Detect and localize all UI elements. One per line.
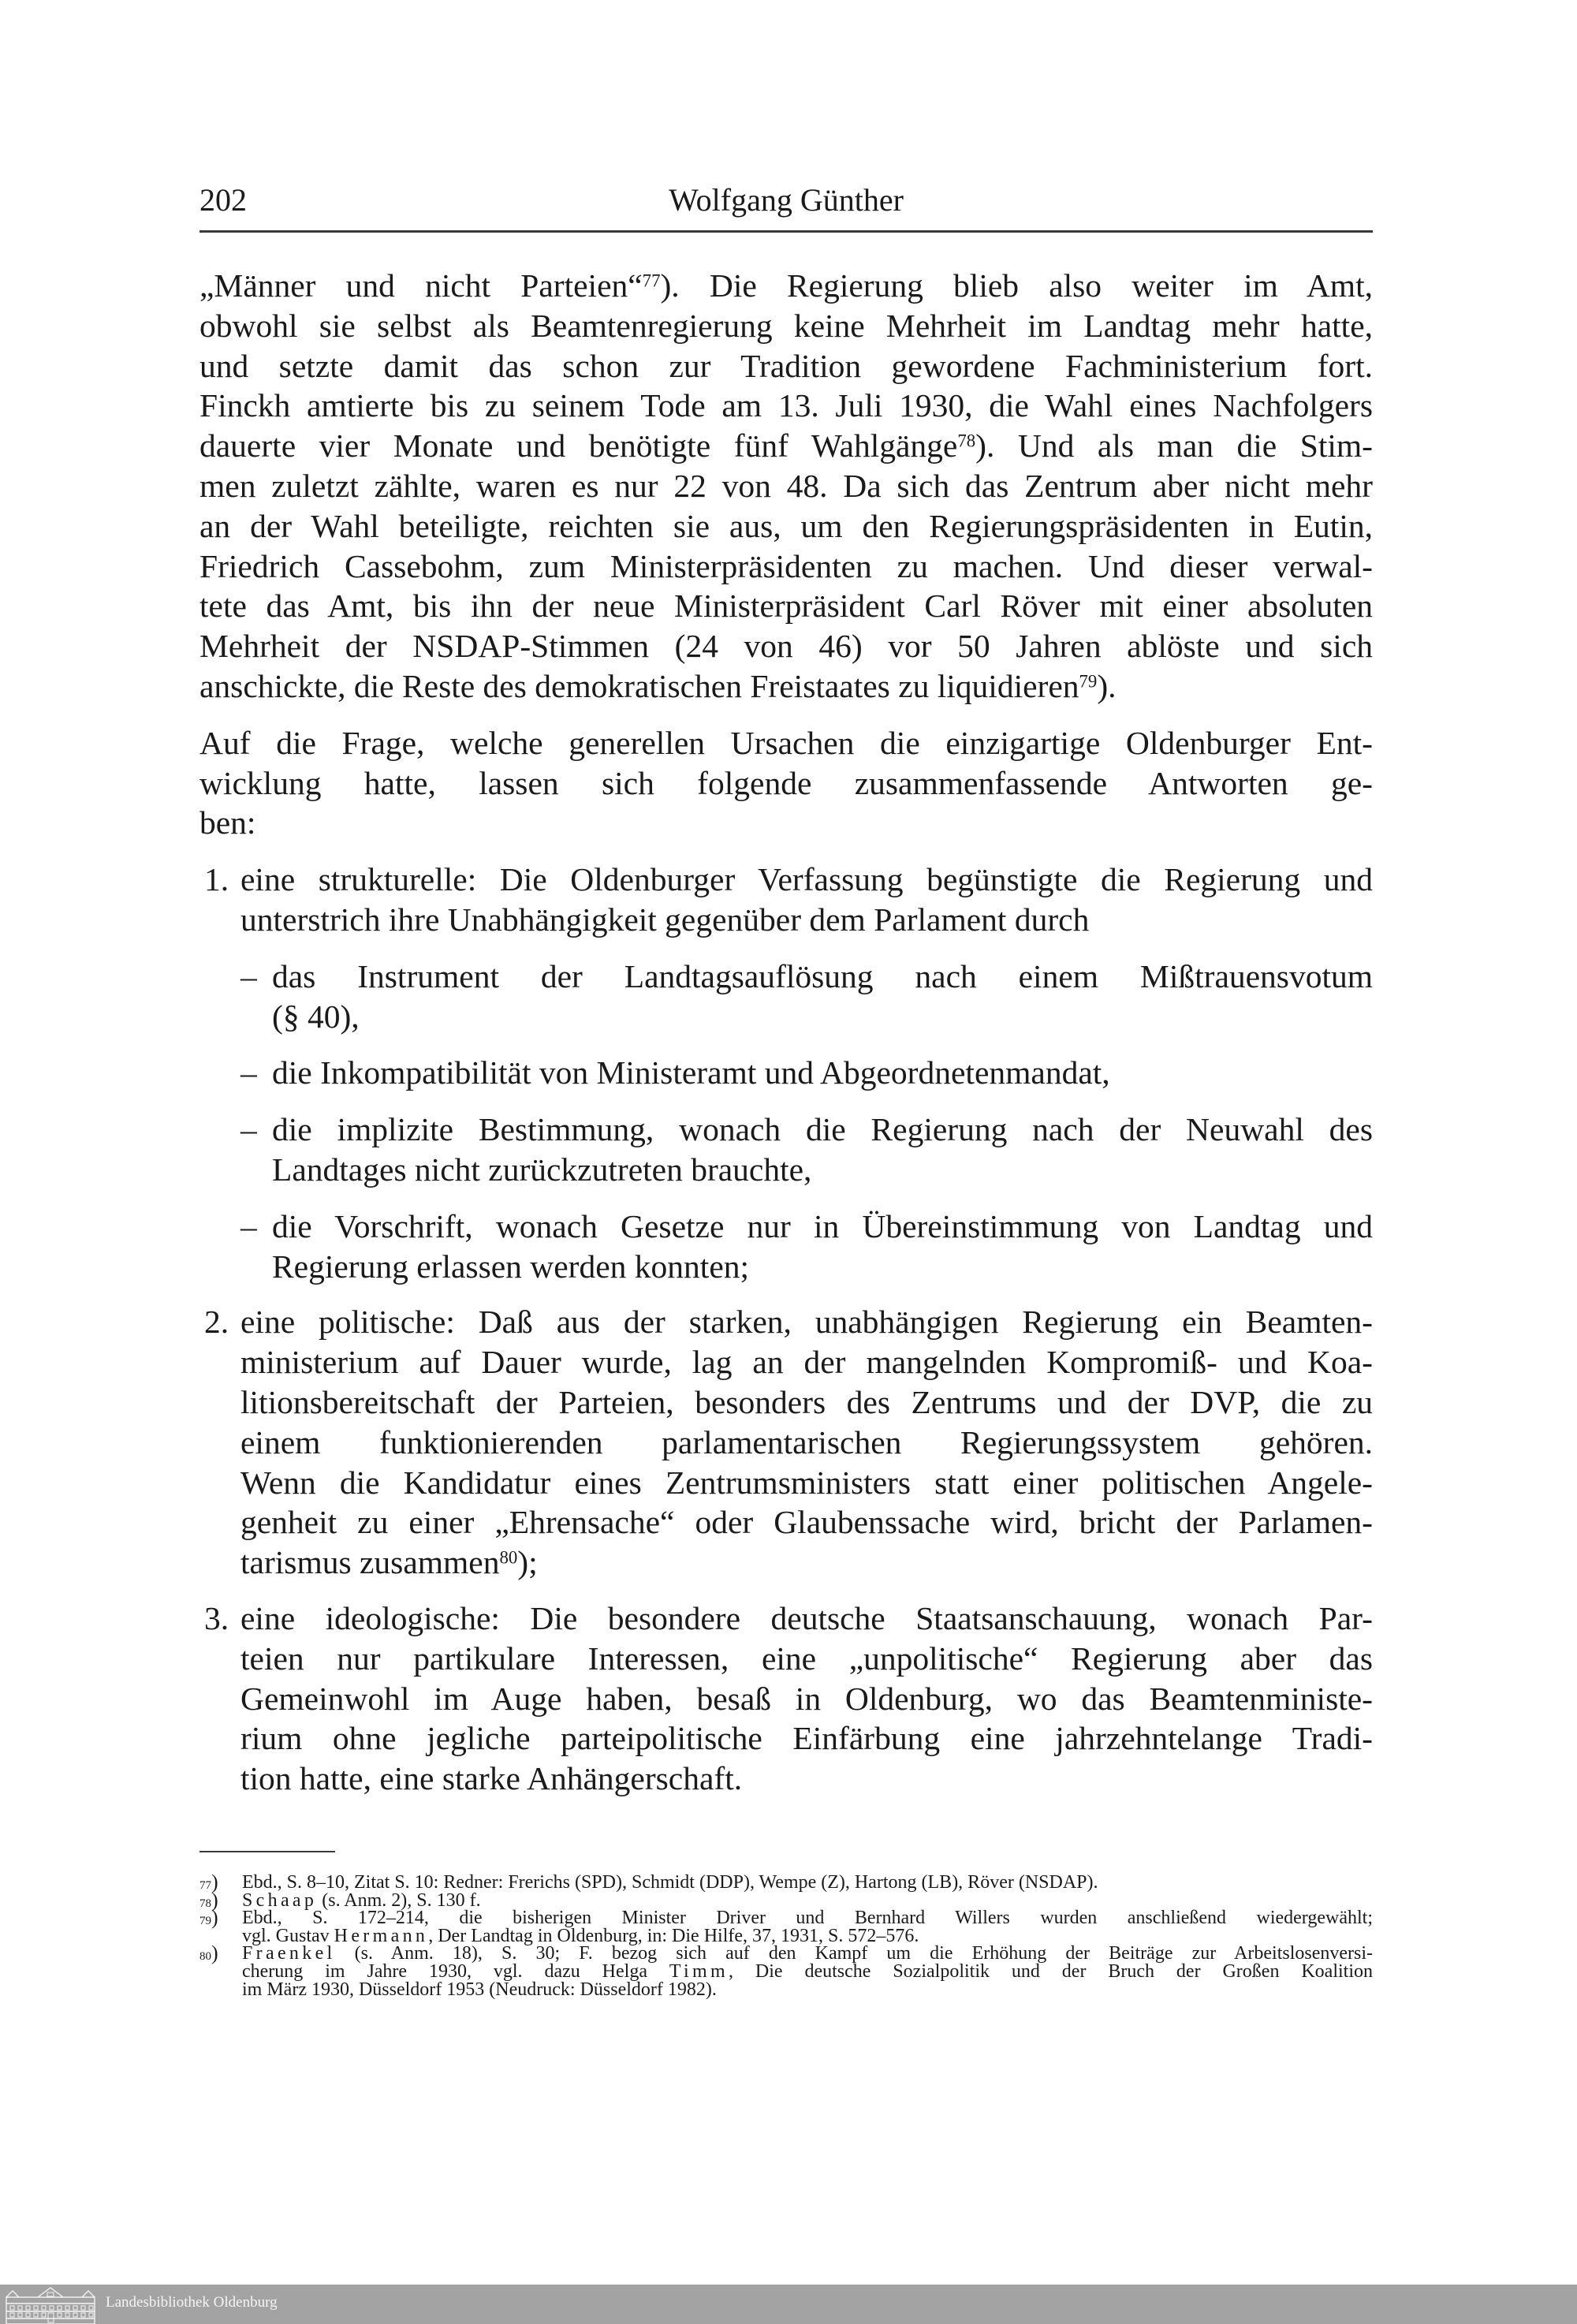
text-segment: Mehrheit der NSDAP-Stimmen (24 von 46) vor 50 Jahren ablöste und sich xyxy=(199,628,1373,665)
footnote-number: 78) xyxy=(199,1888,218,1912)
text-segment: anschickte, die Reste des demokratischen Freistaates zu liquidieren xyxy=(199,667,1079,704)
text-segment: ). Und als man die Stim- xyxy=(975,427,1374,464)
author-name: Hermann xyxy=(334,1925,429,1946)
text-line xyxy=(199,346,1373,386)
sub-list-item-content xyxy=(272,1207,1373,1287)
text-segment: Finckh amtierte bis zu seinem Tode am 13. Juli 1930, die Wahl eines Nachfolgers xyxy=(199,387,1373,424)
text-line xyxy=(199,506,1373,546)
list-item-content xyxy=(240,1302,1373,1583)
text-segment: Friedrich Cassebohm, zum Ministerpräsidenten zu machen. Und dieser verwal- xyxy=(199,547,1373,584)
text-segment: tarismus zusammen xyxy=(240,1544,500,1581)
footnote-78 xyxy=(199,1888,1373,1912)
numbered-list xyxy=(199,860,1373,1799)
footnote-text xyxy=(242,1945,1373,1998)
text-line xyxy=(199,306,1373,346)
text-line: eine politische: Daß aus der starken, unabhängigen Regierung ein Beamten- xyxy=(240,1304,1373,1341)
text-line: tion hatte, eine starke Anhängerschaft. xyxy=(240,1760,743,1797)
text-segment: an der Wahl beteiligte, reichten sie aus, um den Regierungspräsidenten in Eutin, xyxy=(199,507,1373,544)
running-head: Wolfgang Günther xyxy=(669,182,904,218)
footnote-reference[interactable]: 80 xyxy=(499,1547,518,1568)
list-number: 1. xyxy=(204,861,229,898)
text-line: Auf die Frage, welche generellen Ursachen die einzigartige Oldenburger Ent- xyxy=(199,724,1373,761)
text-line: ministerium auf Dauer wurde, lag an der mangelnden Kompromiß- und Koa- xyxy=(240,1344,1373,1381)
list-item xyxy=(199,860,1373,1286)
footnote-reference[interactable]: 77 xyxy=(642,270,661,291)
footnote-line xyxy=(242,1889,1373,1911)
text-line xyxy=(199,466,1373,506)
sub-list-item-content xyxy=(272,1110,1373,1190)
paragraph-1 xyxy=(199,266,1373,707)
dash-bullet-icon: – xyxy=(240,1111,257,1148)
text-segment: ). xyxy=(1097,667,1117,704)
author-name: Schaap xyxy=(242,1889,318,1911)
list-item-content xyxy=(240,1598,1373,1799)
text-line: genheit zu einer „Ehrensache“ oder Glaubenssache wird, bricht der Parlamen- xyxy=(240,1504,1373,1541)
footnote-line xyxy=(242,1874,1373,1892)
text-line: Regierung erlassen werden konnten; xyxy=(272,1248,750,1285)
library-bar xyxy=(0,2285,1577,2324)
text-segment: und setzte damit das schon zur Tradition gewordene Fachministerium fort. xyxy=(199,347,1373,384)
text-line xyxy=(199,586,1373,626)
sub-list-item-content xyxy=(272,957,1373,1037)
list-number: 3. xyxy=(204,1599,229,1636)
text-line xyxy=(199,666,1373,707)
list-number: 2. xyxy=(204,1304,229,1341)
footnote-line xyxy=(242,1960,1373,1982)
footnote-number: 80) xyxy=(199,1942,218,1965)
footnote-text xyxy=(242,1874,1373,1892)
text-line: teien nur partikulare Interessen, eine „unpolitische“ Regierung aber das xyxy=(240,1639,1373,1677)
footnote-number: 77) xyxy=(199,1871,218,1893)
paragraph-2 xyxy=(199,723,1373,843)
footnote-77 xyxy=(199,1871,1373,1893)
text-segment: men zuletzt zählte, waren es nur 22 von 48. Da sich das Zentrum aber nicht mehr xyxy=(199,467,1373,504)
author-name: Timm xyxy=(669,1960,729,1982)
library-name: Landesbibliothek Oldenburg xyxy=(106,2294,278,2311)
footnote-line xyxy=(242,1909,1373,1927)
text-segment: , Die deutsche Sozialpolitik und der Bruch der Großen Koalition xyxy=(729,1960,1373,1982)
sub-list-item xyxy=(240,1110,1373,1190)
sub-list-item-content xyxy=(272,1053,1373,1093)
text-line xyxy=(240,1542,1373,1583)
sub-list-item xyxy=(240,1053,1373,1093)
text-line xyxy=(199,386,1373,426)
sub-list-item xyxy=(240,957,1373,1037)
text-segment: ). Die Regierung blieb also weiter im Amt, xyxy=(660,267,1373,304)
footnote-line xyxy=(242,1981,1373,1999)
sub-list xyxy=(240,957,1373,1287)
page-number: 202 xyxy=(199,182,247,218)
text-segment: Ebd., S. 172–214, die bisherigen Minister Driver und Bernhard Willers wurden anschließend wiedergewählt; xyxy=(242,1908,1373,1929)
footnote-line xyxy=(242,1945,1373,1963)
list-item xyxy=(199,1598,1373,1799)
text-segment: , Der Landtag in Oldenburg, in: Die Hilfe, 37, 1931, S. 572–576. xyxy=(428,1925,919,1946)
text-line: litionsbereitschaft der Parteien, besonders des Zentrums und der DVP, die zu xyxy=(240,1383,1373,1420)
footnote-line xyxy=(242,1927,1373,1945)
text-line: eine ideologische: Die besondere deutsche Staatsanschauung, wonach Par- xyxy=(240,1599,1373,1636)
page-header xyxy=(199,178,1373,222)
dash-bullet-icon: – xyxy=(240,1207,257,1244)
text-line: die Vorschrift, wonach Gesetze nur in Übereinstimmung von Landtag und xyxy=(272,1207,1373,1244)
sub-list-item xyxy=(240,1207,1373,1287)
dash-bullet-icon: – xyxy=(240,1054,257,1091)
text-line: Gemeinwohl im Auge haben, besaß in Oldenburg, wo das Beamtenministe- xyxy=(240,1680,1373,1717)
author-name: Fraenkel xyxy=(242,1943,336,1964)
text-line: das Instrument der Landtagsauflösung nach einem Mißtrauensvotum xyxy=(272,957,1373,994)
text-line xyxy=(199,266,1373,306)
text-line: die Inkompatibilität von Ministeramt und Abgeordnetenmandat, xyxy=(272,1054,1110,1091)
footnote-80 xyxy=(199,1942,1373,2000)
footnote-reference[interactable]: 78 xyxy=(957,431,976,451)
footnote-text xyxy=(242,1889,1373,1911)
footnote-79 xyxy=(199,1906,1373,1946)
text-line xyxy=(199,546,1373,587)
text-segment: ); xyxy=(517,1544,538,1581)
text-segment: Ebd., S. 8–10, Zitat S. 10: Redner: Frerichs (SPD), Schmidt (DDP), Wempe (Z), Hartong (LB), Röver (NSDAP). xyxy=(242,1872,1098,1893)
text-line: ben: xyxy=(199,804,256,841)
library-building-icon xyxy=(5,2286,98,2324)
text-segment: vgl. Gustav xyxy=(242,1925,334,1946)
text-line: die implizite Bestimmung, wonach die Regierung nach der Neuwahl des xyxy=(272,1111,1373,1148)
text-segment: cherung im Jahre 1930, vgl. dazu Helga xyxy=(242,1960,669,1982)
footnote-reference[interactable]: 79 xyxy=(1079,671,1098,692)
footnote-separator xyxy=(199,1851,335,1852)
text-line: Landtages nicht zurückzutreten brauchte, xyxy=(272,1151,812,1188)
text-line: wicklung hatte, lassen sich folgende zusammenfassende Antworten ge- xyxy=(199,764,1373,801)
text-line: einem funktionierenden parlamentarischen Regierungssystem gehören. xyxy=(240,1423,1373,1460)
text-line: rium ohne jegliche parteipolitische Einfärbung eine jahrzehntelange Tradi- xyxy=(240,1720,1373,1757)
text-segment: im März 1930, Düsseldorf 1953 (Neudruck: Düsseldorf 1982). xyxy=(242,1979,717,2000)
list-item xyxy=(199,1302,1373,1583)
text-line: eine strukturelle: Die Oldenburger Verfassung begünstigte die Regierung und xyxy=(240,861,1373,898)
header-rule xyxy=(199,230,1373,233)
text-segment: (s. Anm. 18), S. 30; F. bezog sich auf den Kampf um die Erhöhung der Beiträge zur Arbeitslosenversi- xyxy=(335,1943,1373,1964)
footnote-number: 79) xyxy=(199,1906,218,1930)
text-line: (§ 40), xyxy=(272,998,360,1035)
text-line: unterstrich ihre Unabhängigkeit gegenüber dem Parlament durch xyxy=(240,901,1090,938)
text-segment: „Männer und nicht Parteien“ xyxy=(199,267,643,304)
text-segment: obwohl sie selbst als Beamtenregierung keine Mehrheit im Landtag mehr hatte, xyxy=(199,307,1373,344)
list-item-content xyxy=(240,860,1373,1286)
text-line: Wenn die Kandidatur eines Zentrumsministers statt einer politischen Angele- xyxy=(240,1464,1373,1501)
text-line xyxy=(199,426,1373,466)
text-segment: tete das Amt, bis ihn der neue Ministerpräsident Carl Röver mit einer absoluten xyxy=(199,588,1373,625)
footnote-text xyxy=(242,1909,1373,1945)
dash-bullet-icon: – xyxy=(240,957,257,994)
body-text xyxy=(199,266,1373,1815)
text-segment: dauerte vier Monate und benötigte fünf Wahlgänge xyxy=(199,427,958,464)
footnotes xyxy=(199,1871,1373,2000)
text-line xyxy=(199,626,1373,666)
text-segment: (s. Anm. 2), S. 130 f. xyxy=(317,1889,481,1911)
